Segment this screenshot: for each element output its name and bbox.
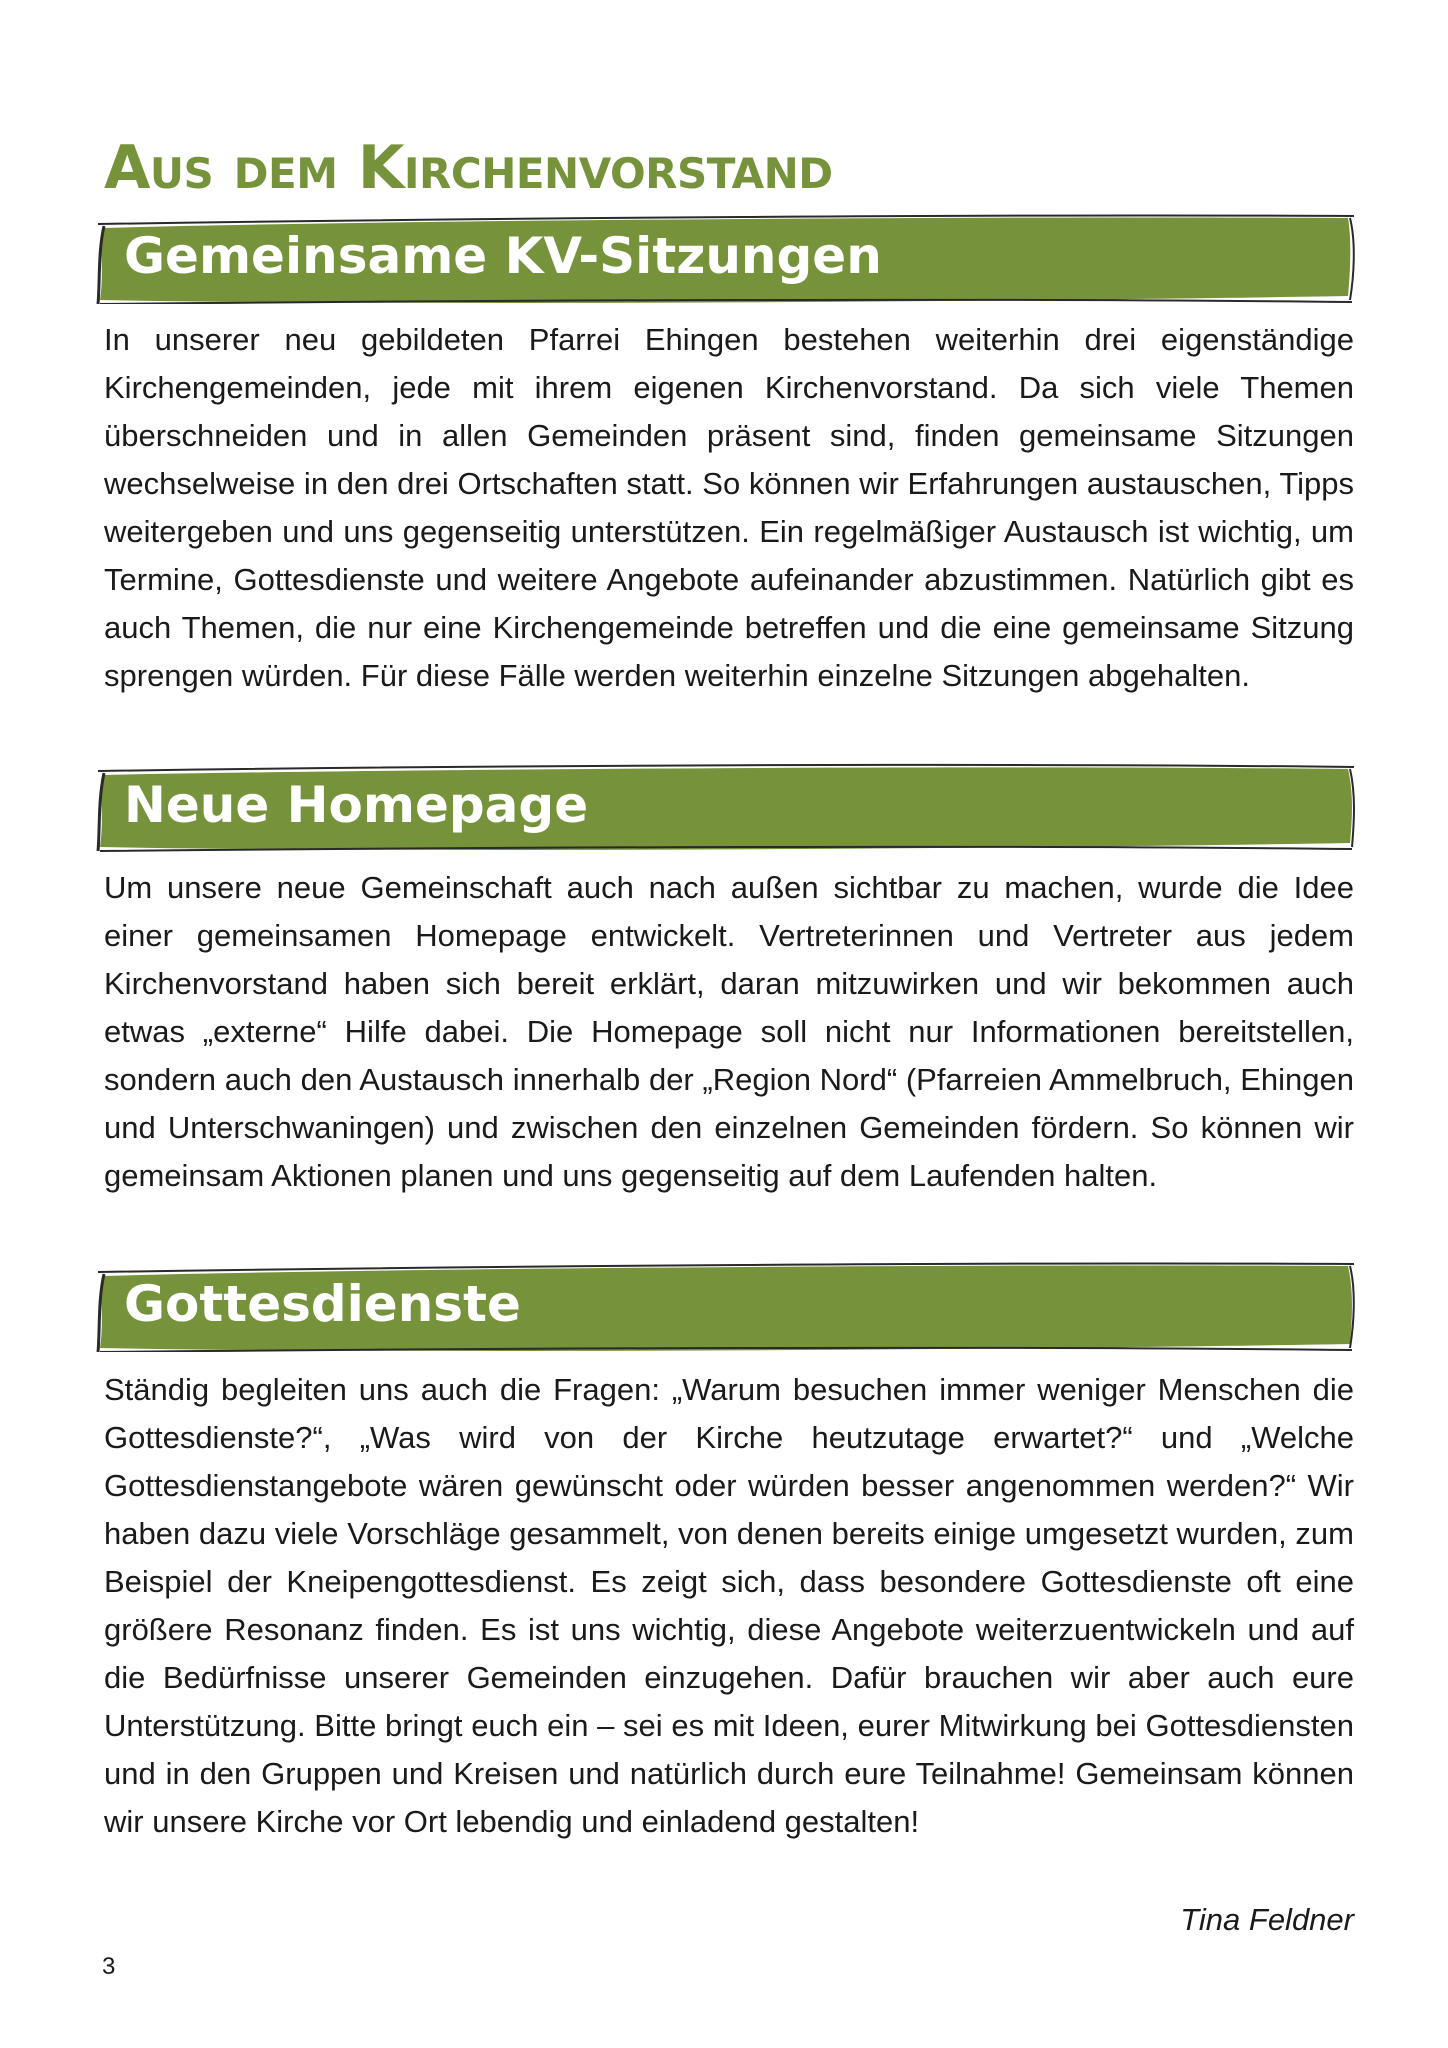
section-heading: Gemeinsame KV-Sitzungen bbox=[124, 227, 882, 285]
section-body-gottesdienste: Ständig begleiten uns auch die Fragen: „Warum besuchen immer weniger Menschen die Gottesdienste?“, „Was wird von der Kirche heutzutage erwartet?“ und „Welche Gottesdienstangebote wären gewünscht oder würden besser angenommen werden?“ Wir haben dazu viele Vorschläge gesammelt, von denen bereits einige umgesetzt wurden, zum Beispiel der Kneipengottesdienst. Es zeigt sich, dass besondere Gottesdienste oft eine größere Resonanz finden. Es ist uns wichtig, diese Angebote weiterzuentwickeln und auf die Bedürfnisse unserer Gemeinden einzugehen. Dafür brauchen wir aber auch eure Unterstützung. Bitte bringt euch ein – sei es mit Ideen, eurer Mitwirkung bei Gottesdiensten und in den Gruppen und Kreisen und natürlich durch eure Teilnahme! Gemeinsam können wir unsere Kirche vor Ort lebendig und einladend gestalten! bbox=[104, 1372, 1354, 1839]
author-signature: Tina Feldner bbox=[1180, 1902, 1354, 1937]
page-title: Aus dem Kirchenvorstand bbox=[104, 133, 833, 203]
section-body-kv-sitzungen: In unserer neu gebildeten Pfarrei Ehingen bestehen weiterhin drei eigenständige Kirchengemeinden, jede mit ihrem eigenen Kirchenvorstand. Da sich viele Themen überschneiden und in allen Gemeinden präsent sind, finden gemeinsame Sitzungen wechselweise in den drei Ortschaften statt. So können wir Erfahrungen austauschen, Tipps weitergeben und uns gegenseitig unterstützen. Ein regelmäßiger Austausch ist wichtig, um Termine, Gottesdienste und weitere Angebote aufeinander abzustimmen. Natürlich gibt es auch Themen, die nur eine Kirchengemeinde betreffen und die eine gemeinsame Sitzung sprengen würden. Für diese Fälle werden weiterhin einzelne Sitzungen abgehalten. bbox=[104, 322, 1354, 693]
section-banner-homepage bbox=[96, 761, 1358, 853]
section-heading: Neue Homepage bbox=[124, 776, 589, 834]
page-number: 3 bbox=[102, 1953, 116, 1980]
section-banner-gottesdienste bbox=[96, 1260, 1358, 1352]
section-banner-kv-sitzungen bbox=[96, 212, 1358, 304]
section-heading: Gottesdienste bbox=[124, 1275, 521, 1333]
section-body-homepage: Um unsere neue Gemeinschaft auch nach außen sichtbar zu machen, wurde die Idee einer gemeinsamen Homepage entwickelt. Vertreterinnen und Vertreter aus jedem Kirchenvorstand haben sich bereit erklärt, daran mitzuwirken und wir bekommen auch etwas „externe“ Hilfe dabei. Die Homepage soll nicht nur Informationen bereitstellen, sondern auch den Austausch innerhalb der „Region Nord“ (Pfarreien Ammelbruch, Ehingen und Unterschwaningen) und zwischen den einzelnen Gemeinden fördern. So können wir gemeinsam Aktionen planen und uns gegenseitig auf dem Laufenden halten. bbox=[104, 870, 1354, 1193]
